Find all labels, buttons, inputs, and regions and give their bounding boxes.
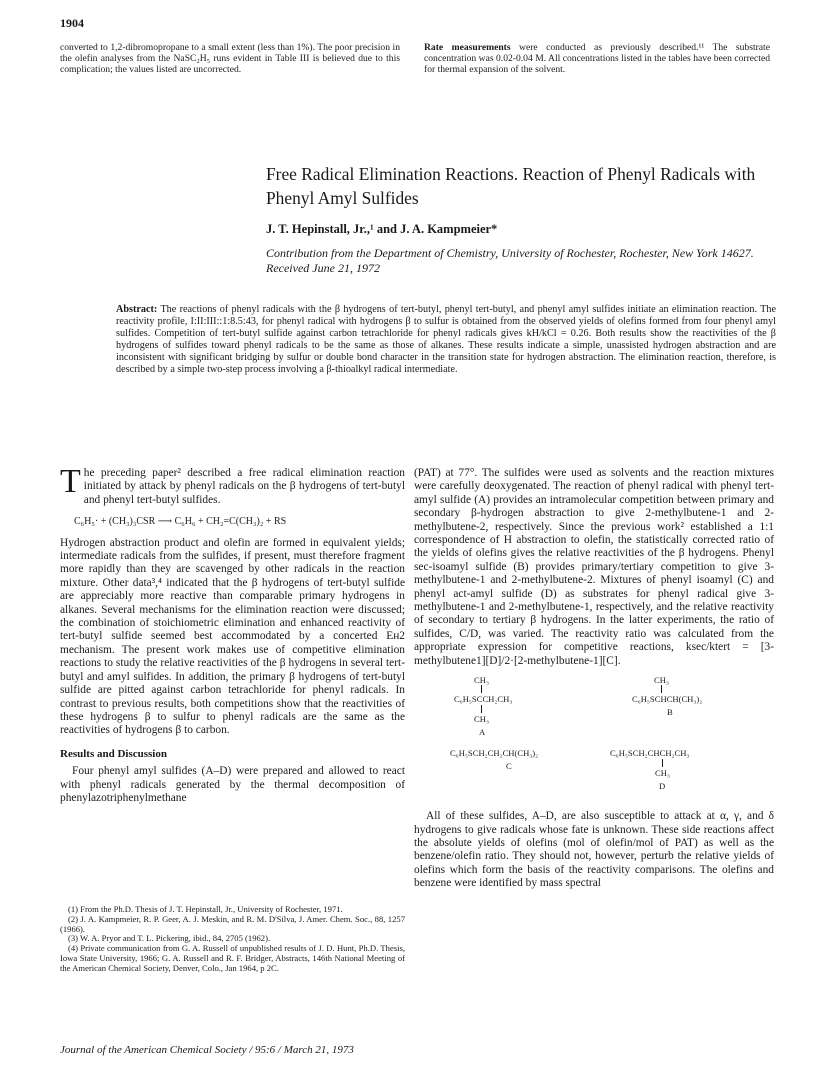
drop-cap: T — [60, 463, 81, 500]
footnote-3: (3) W. A. Pryor and T. L. Pickering, ibid., 84, 2705 (1962). — [68, 933, 271, 944]
abstract-text: The reactions of phenyl radicals with the β hydrogens of tert-butyl, phenyl tert-butyl, and phenyl amyl sulfides initiate an elimination reaction. The reactivity profile, I:II:III::1:8.5:43, for phenyl radical with hydrogens β to sulfur is obtained from the observed yields of olefins formed from four phenyl amyl sulfides. Competition of tert-butyl sulfide against carbon tetrachloride for phenyl radicals gives kH/kCl = 0.26. Both results show the reactivities of the β hydrogens of sulfides toward phenyl radicals to be the same as those of alkanes. These results indicate a simple, unassisted hydrogen abstraction and are inconsistent with significant bridging by sulfur or double bond character in the transition state for hydrogen abstraction. The elimination reaction, therefore, is described by a simple two-step process involving a β-thioalkyl radical intermediate. — [116, 304, 776, 375]
structure-d-bottom-methyl: CH₃ — [655, 768, 670, 779]
footnote-1: (1) From the Ph.D. Thesis of J. T. Hepinstall, Jr., University of Rochester, 1971. — [68, 904, 343, 914]
structure-figure — [414, 674, 774, 804]
page-number: 1904 — [60, 16, 84, 30]
article-title: Free Radical Elimination Reactions. Reaction of Phenyl Radicals with Phenyl Amyl Sulfides — [266, 164, 756, 208]
rate-measurements-text: were conducted as previously described.¹¹ The substrate concentration was 0.02-0.04 M. All concentrations listed in the tables have been corrected for thermal expansion of the solvent. — [424, 42, 770, 75]
reaction-equation: C₆H₅· + (CH₃)₃CSR ⟶ C₆H₆ + CH₂=C(CH₃)₂ + RS — [74, 516, 287, 528]
structure-d-formula: C₆H₅SCH₂CHCH₂CH₃ — [610, 748, 690, 759]
intro-text: he preceding paper² described a free radical elimination reaction initiated by attack by phenyl radicals on the β hydrogens of tert-butyl and phenyl tert-butyl sulfides. — [83, 467, 405, 506]
body-paragraph-3: Four phenyl amyl sulfides (A–D) were prepared and allowed to react with phenyl radicals generated by the thermal decomposition of phenylazotriphenylmethane — [60, 765, 405, 804]
structure-a-bond-top — [481, 685, 482, 693]
journal-footer: Journal of the American Chemical Society / 95:6 / March 21, 1973 — [60, 1044, 354, 1056]
structure-a-bond-bottom — [481, 705, 482, 713]
structure-d-label: D — [659, 781, 666, 792]
footnote-4: (4) Private communication from G. A. Russell of unpublished results of J. D. Hunt, Ph.D. Thesis, Iowa State University, 1966; G. A. Russell and R. F. Bridger, Abstracts, 146th National Meeting of the American Chemical Society, Denver, Colo., Jan 1964, p 2C. — [60, 943, 405, 973]
body-paragraph-2: Hydrogen abstraction product and olefin are formed in equivalent yields; intermediate radicals from the sulfides, if present, must therefore fragment more rapidly than they are scavenged by other radicals in the reaction mixture. Other data³,⁴ indicated that the β hydrogens of tert-butyl sulfide are appreciably more reactive than comparable primary hydrogens in alkanes. Several mechanisms for the elimination reaction were discussed; the combination of stoichiometric elimination and enhanced reactivity of tert-butyl sulfide seemed best accommodated by a concerted Eн2 mechanism. The present work makes use of competitive elimination reactions to study the relative reactivities of the β hydrogens in several tert-butyl and amyl sulfides. In addition, the primary β hydrogens of tert-butyl sulfide are pitted against carbon tetrachloride for phenyl radicals. In contrast to previous results, both competitions show that the reactivities of these hydrogens β to sulfur to phenyl radicals are the same as the reactivities of hydrogens β to carbon. — [60, 536, 405, 737]
right-paragraph-2: All of these sulfides, A–D, are also susceptible to attack at α, γ, and δ hydrogens to give radicals whose fate is unknown. These side reactions affect the absolute yields of olefins (mol of olefin/mol of PAT) as well as the benzene/olefin ratio. They should not, however, perturb the relative yields of olefins which form the basis of the reactivity comparisons. The olefins and benzene were identified by mass spectral — [414, 810, 774, 890]
body-left-column — [60, 463, 405, 805]
right-paragraph-1: (PAT) at 77°. The sulfides were used as solvents and the reaction mixtures were carefully deoxygenated. The reaction of phenyl radical with phenyl tert-amyl sulfide (A) provides an intramolecular competition between primary and secondary β-hydrogen abstraction to give 2-methylbutene-1 and 2-methylbutene-2, respectively. Since the previous work² established a 1:1 correspondence of H abstraction to olefin, the statistically corrected ratio of the yields of olefins gives the relative reactivities of the β hydrogens. Phenyl sec-isoamyl sulfide (B) provides primary/tertiary competition to give 3-methylbutene-1 and 2-methylbutene-2. Mixtures of phenyl isoamyl (C) and phenyl act-amyl sulfide (D) as substrates for phenyl radical give 3-methylbutene-1 and 2-methylbutene-1, respectively, and the relative reactivity of secondary to tertiary β hydrogens. In the latter experiments, the ratio of sulfides, C/D, was varied. The reactivity ratio was calculated from the appropriate expression for competitive reactions, ksec/ktert = [3-methylbutene1][D]/2·[2-methylbutene-1][C]. — [414, 467, 774, 667]
top-right-paragraph — [424, 42, 770, 75]
structure-a-formula: C₆H₅SCCH₂CH₃ — [454, 694, 513, 705]
structure-d-bond — [662, 759, 663, 767]
article-authors: J. T. Hepinstall, Jr.,¹ and J. A. Kampmeier* — [266, 222, 498, 236]
abstract-label: Abstract: — [116, 304, 158, 315]
intro-paragraph — [60, 463, 405, 507]
body-right-column — [414, 467, 774, 891]
structure-a-top-methyl: CH₃ — [474, 675, 489, 686]
structure-b-bond-top — [661, 685, 662, 693]
footnotes — [60, 905, 405, 974]
abstract — [116, 304, 776, 376]
footnote-2: (2) J. A. Kampmeier, R. P. Geer, A. J. Meskin, and R. M. D'Silva, J. Amer. Chem. Soc., 88, 1257 (1966). — [60, 913, 405, 934]
structure-b-top-methyl: CH₃ — [654, 675, 669, 686]
structure-a-label: A — [479, 727, 486, 738]
structure-b-formula: C₆H₅SCHCH(CH₃)₂ — [632, 694, 703, 705]
structure-b-label: B — [667, 707, 673, 718]
section-heading-results: Results and Discussion — [60, 747, 167, 760]
rate-measurements-lead: Rate measurements — [424, 42, 511, 53]
article-affiliation: Contribution from the Department of Chemistry, University of Rochester, Rochester, New York 14627. Received June 21, 1972 — [266, 246, 754, 275]
structure-a-bottom-methyl: CH₃ — [474, 714, 489, 725]
structure-c-formula: C₆H₅SCH₂CH₂CH(CH₃)₂ — [450, 748, 539, 759]
top-left-paragraph: converted to 1,2-dibromopropane to a small extent (less than 1%). The poor precision in the olefin analyses from the NaSC₂H₅ runs evident in Table III is believed due to this complication; the values listed are uncorrected. — [60, 42, 400, 75]
structure-c-label: C — [506, 761, 512, 772]
